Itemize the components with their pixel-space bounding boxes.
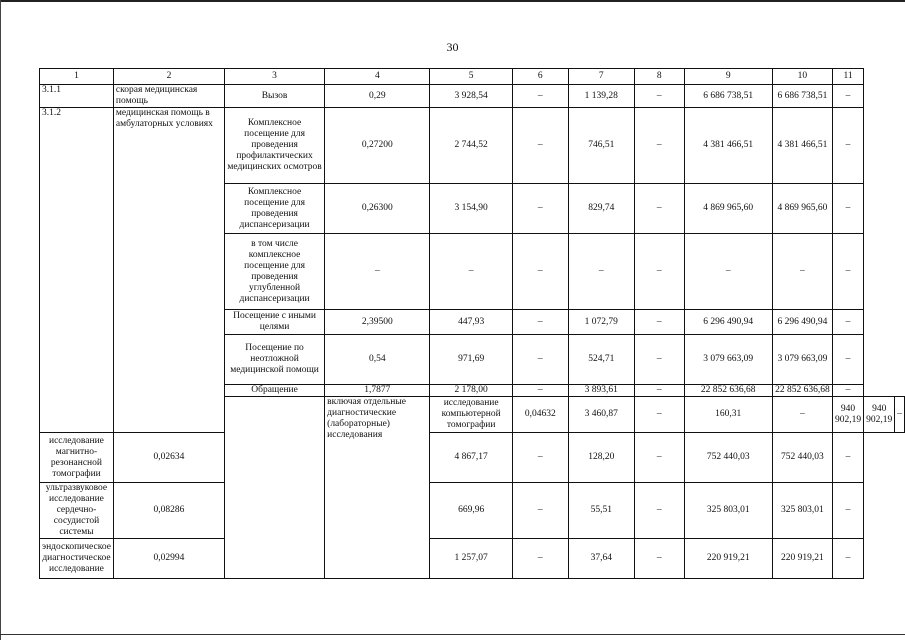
- cell-c7: 55,51: [568, 483, 634, 539]
- col-header: 5: [430, 69, 512, 85]
- cell-c7: 829,74: [568, 184, 634, 234]
- cell-c4: 1,7877: [325, 385, 430, 397]
- row-unit: Посещение по неотложной медицинской помощи: [224, 335, 324, 385]
- cell-c6: –: [512, 85, 568, 108]
- row-unit: эндоскопическое диагностическое исследование: [40, 539, 114, 579]
- table-row: [40, 483, 905, 539]
- table-row: [40, 108, 905, 184]
- col-header: 1: [40, 69, 114, 85]
- cell-c8: –: [634, 385, 684, 397]
- cell-c7: 37,64: [568, 539, 634, 579]
- cell-c7: 1 072,79: [568, 310, 634, 335]
- row-unit: Посещение с иными целями: [224, 310, 324, 335]
- cell-c9: 6 296 490,94: [684, 310, 772, 335]
- cell-c7: –: [568, 234, 634, 310]
- page-number: 30: [446, 40, 459, 54]
- col-header: 10: [772, 69, 832, 85]
- cell-c7: 3 893,61: [568, 385, 634, 397]
- row-name: медицинская помощь в амбулаторных условиях: [113, 108, 224, 433]
- cell-c11: –: [832, 483, 863, 539]
- cell-c11: –: [832, 234, 863, 310]
- col-header: 11: [832, 69, 863, 85]
- row-code: 3.1.2: [40, 108, 114, 433]
- cell-c4: 2,39500: [325, 310, 430, 335]
- cell-c8: –: [634, 539, 684, 579]
- row-code: 3.1.1: [40, 85, 114, 108]
- cell-c11: –: [832, 539, 863, 579]
- cell-c6: –: [512, 539, 568, 579]
- cell-c5: 447,93: [430, 310, 512, 335]
- cell-c4: 0,54: [325, 335, 430, 385]
- tariff-table: [39, 68, 905, 579]
- cell-c6: –: [512, 310, 568, 335]
- cell-c6: –: [512, 184, 568, 234]
- scan-top-border: [0, 0, 905, 2]
- table-row: [40, 85, 905, 108]
- cell-c4: –: [325, 234, 430, 310]
- col-header: 6: [512, 69, 568, 85]
- cell-c4: 0,29: [325, 85, 430, 108]
- cell-c10: 220 919,21: [772, 539, 832, 579]
- cell-c10: 6 296 490,94: [772, 310, 832, 335]
- row-code-empty: [224, 397, 324, 579]
- cell-c11: –: [832, 433, 863, 483]
- cell-c6: –: [512, 108, 568, 184]
- cell-c9: 4 381 466,51: [684, 108, 772, 184]
- scan-bottom-border: [0, 634, 905, 635]
- col-header: 4: [325, 69, 430, 85]
- cell-c10: 22 852 636,68: [772, 385, 832, 397]
- cell-c6: –: [512, 335, 568, 385]
- cell-c4: 0,04632: [512, 397, 568, 433]
- cell-c4: 0,26300: [325, 184, 430, 234]
- row-unit: Обращение: [224, 385, 324, 397]
- cell-c10: 940 902,19: [864, 397, 895, 433]
- cell-c8: –: [634, 85, 684, 108]
- table-row: [40, 433, 905, 483]
- cell-c6: –: [512, 483, 568, 539]
- row-name: скорая медицинская помощь: [113, 85, 224, 108]
- cell-c11: –: [832, 310, 863, 335]
- cell-c9: 325 803,01: [684, 483, 772, 539]
- cell-c5: 2 744,52: [430, 108, 512, 184]
- cell-c9: 752 440,03: [684, 433, 772, 483]
- cell-c10: –: [772, 234, 832, 310]
- cell-c4: 0,02994: [113, 539, 224, 579]
- cell-c9: 940 902,19: [832, 397, 863, 433]
- row-unit: исследование магнитно-резонансной томографии: [40, 433, 114, 483]
- cell-c9: 22 852 636,68: [684, 385, 772, 397]
- col-header: 3: [224, 69, 324, 85]
- cell-c8: –: [634, 310, 684, 335]
- scan-left-border: [0, 0, 1, 640]
- cell-c5: 1 257,07: [430, 539, 512, 579]
- cell-c11: –: [895, 397, 905, 433]
- cell-c9: –: [684, 234, 772, 310]
- cell-c11: –: [832, 108, 863, 184]
- cell-c5: 3 460,87: [568, 397, 634, 433]
- col-header: 8: [634, 69, 684, 85]
- cell-c10: 4 381 466,51: [772, 108, 832, 184]
- col-header: 7: [568, 69, 634, 85]
- cell-c8: –: [634, 433, 684, 483]
- col-header: 2: [113, 69, 224, 85]
- cell-c5: –: [430, 234, 512, 310]
- cell-c4: 0,08286: [113, 483, 224, 539]
- cell-c10: 6 686 738,51: [772, 85, 832, 108]
- cell-c8: –: [634, 234, 684, 310]
- cell-c8: –: [772, 397, 832, 433]
- table-row: [40, 539, 905, 579]
- row-unit: ультразвуковое исследование сердечно-сосудистой системы: [40, 483, 114, 539]
- cell-c9: 4 869 965,60: [684, 184, 772, 234]
- cell-c6: –: [512, 433, 568, 483]
- cell-c5: 3 928,54: [430, 85, 512, 108]
- cell-c5: 2 178,00: [430, 385, 512, 397]
- cell-c11: –: [832, 335, 863, 385]
- cell-c4: 0,02634: [113, 433, 224, 483]
- cell-c11: –: [832, 184, 863, 234]
- cell-c10: 4 869 965,60: [772, 184, 832, 234]
- cell-c7: 128,20: [568, 433, 634, 483]
- row-unit: Комплексное посещение для проведения диспансеризации: [224, 184, 324, 234]
- cell-c9: 3 079 663,09: [684, 335, 772, 385]
- cell-c8: –: [634, 108, 684, 184]
- row-name: включая отдельные диагностические (лабораторные) исследования: [325, 397, 430, 579]
- cell-c4: 0,27200: [325, 108, 430, 184]
- cell-c8: –: [634, 184, 684, 234]
- cell-c6: –: [512, 234, 568, 310]
- cell-c11: –: [832, 85, 863, 108]
- cell-c7: 524,71: [568, 335, 634, 385]
- cell-c5: 971,69: [430, 335, 512, 385]
- cell-c10: 325 803,01: [772, 483, 832, 539]
- col-header: 9: [684, 69, 772, 85]
- header-row: [40, 69, 905, 85]
- row-unit: в том числе комплексное посещение для проведения углубленной диспансеризации: [224, 234, 324, 310]
- cell-c9: 220 919,21: [684, 539, 772, 579]
- row-unit: исследование компьютерной томографии: [430, 397, 512, 433]
- cell-c8: –: [634, 483, 684, 539]
- cell-c7: 160,31: [684, 397, 772, 433]
- cell-c8: –: [634, 335, 684, 385]
- cell-c7: 746,51: [568, 108, 634, 184]
- cell-c10: 3 079 663,09: [772, 335, 832, 385]
- cell-c6: –: [634, 397, 684, 433]
- cell-c5: 669,96: [430, 483, 512, 539]
- cell-c11: –: [832, 385, 863, 397]
- cell-c7: 1 139,28: [568, 85, 634, 108]
- cell-c6: –: [512, 385, 568, 397]
- row-unit: Комплексное посещение для проведения профилактических медицинских осмотров: [224, 108, 324, 184]
- cell-c5: 3 154,90: [430, 184, 512, 234]
- row-unit: Вызов: [224, 85, 324, 108]
- cell-c5: 4 867,17: [430, 433, 512, 483]
- cell-c10: 752 440,03: [772, 433, 832, 483]
- cell-c9: 6 686 738,51: [684, 85, 772, 108]
